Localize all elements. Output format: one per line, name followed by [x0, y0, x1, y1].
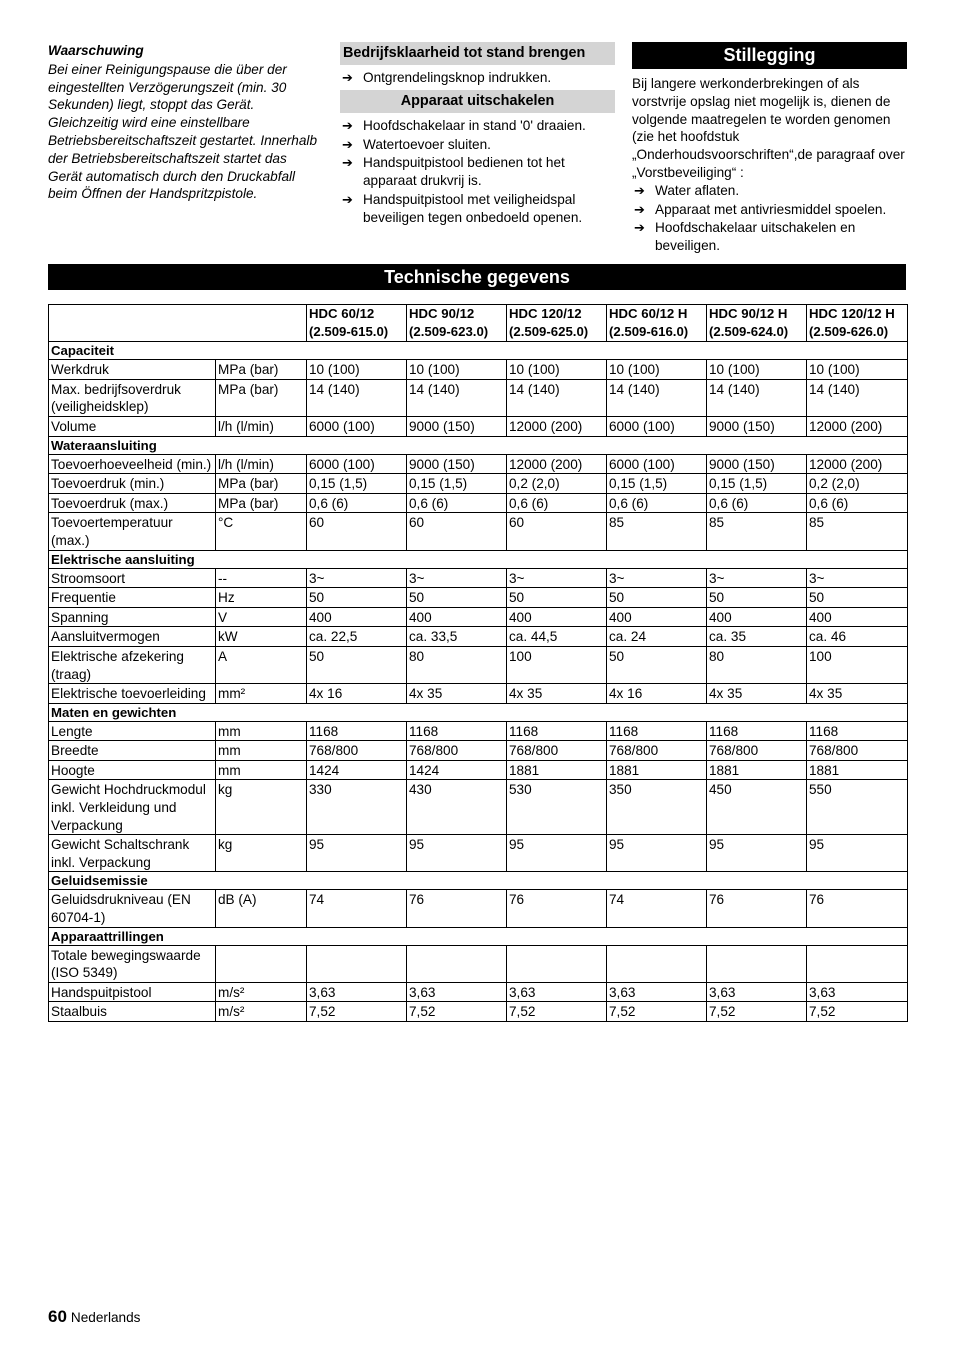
table-row	[49, 780, 908, 835]
value-cell: 10 (100)	[307, 360, 407, 380]
value-cell: 1168	[507, 721, 607, 741]
value-cell: 3,63	[607, 982, 707, 1002]
table-row	[49, 493, 908, 513]
row-unit: MPa (bar)	[216, 379, 307, 416]
value-cell: 10 (100)	[807, 360, 908, 380]
value-cell: 14 (140)	[807, 379, 908, 416]
value-cell: 74	[307, 890, 407, 927]
row-label: Toevoerdruk (max.)	[49, 493, 216, 513]
value-cell	[307, 945, 407, 982]
value-cell: 6000 (100)	[307, 416, 407, 436]
arrow-right-icon: ➔	[634, 201, 645, 217]
value-cell: 14 (140)	[507, 379, 607, 416]
row-label: Totale bewegingswaarde (ISO 5349)	[49, 945, 216, 982]
model-code: (2.509-615.0)	[309, 323, 389, 339]
value-cell: 0,2 (2,0)	[807, 474, 908, 494]
row-label: Frequentie	[49, 588, 216, 608]
value-cell: 0,15 (1,5)	[607, 474, 707, 494]
value-cell: 74	[607, 890, 707, 927]
row-unit: A	[216, 646, 307, 683]
model-code: (2.509-616.0)	[609, 323, 689, 339]
step-text: Handspuitpistool met veiligheidspal beveiligen tegen onbedoeld openen.	[363, 191, 583, 225]
value-cell: 430	[407, 780, 507, 835]
row-unit: kg	[216, 835, 307, 872]
table-header-row	[49, 305, 908, 342]
model-name: HDC 120/12 H	[809, 306, 895, 321]
row-unit: mm	[216, 760, 307, 780]
table-row	[49, 741, 908, 761]
shutdown-step	[632, 182, 907, 200]
value-cell: 6000 (100)	[307, 454, 407, 474]
model-code: (2.509-626.0)	[809, 323, 889, 339]
value-cell: 50	[607, 588, 707, 608]
value-cell: 50	[607, 646, 707, 683]
value-cell: 85	[707, 513, 807, 550]
arrow-right-icon: ➔	[342, 70, 353, 85]
value-cell: 768/800	[707, 741, 807, 761]
value-cell: 9000 (150)	[707, 416, 807, 436]
value-cell: 350	[607, 780, 707, 835]
row-unit: °C	[216, 513, 307, 550]
technical-data-table	[48, 304, 908, 1022]
value-cell: 76	[807, 890, 908, 927]
table-section-row	[49, 436, 908, 454]
section-title: Apparaattrillingen	[49, 927, 908, 945]
row-label: Volume	[49, 416, 216, 436]
value-cell: 0,2 (2,0)	[507, 474, 607, 494]
value-cell: 0,6 (6)	[407, 493, 507, 513]
value-cell: 0,15 (1,5)	[407, 474, 507, 494]
page-number: 60	[48, 1307, 67, 1326]
value-cell: 50	[707, 588, 807, 608]
row-label: Toevoerhoeveelheid (min.)	[49, 454, 216, 474]
table-section-row	[49, 872, 908, 890]
value-cell: 768/800	[607, 741, 707, 761]
model-name: HDC 60/12 H	[609, 306, 688, 321]
row-unit: m/s²	[216, 982, 307, 1002]
row-label: Gewicht Hochdruckmodul inkl. Verkleidung und Verpackung	[49, 780, 216, 835]
row-unit: l/h (l/min)	[216, 416, 307, 436]
step-text: Hoofdschakelaar in stand '0' draaien.	[363, 117, 586, 133]
value-cell: 0,6 (6)	[507, 493, 607, 513]
warning-title: Waarschuwing	[48, 43, 144, 58]
value-cell: ca. 33,5	[407, 627, 507, 647]
value-cell: 9000 (150)	[407, 416, 507, 436]
row-unit: MPa (bar)	[216, 474, 307, 494]
value-cell: ca. 44,5	[507, 627, 607, 647]
value-cell: 6000 (100)	[607, 454, 707, 474]
table-row	[49, 513, 908, 550]
value-cell: 4x 35	[407, 684, 507, 704]
model-name: HDC 90/12	[409, 306, 475, 321]
value-cell: 3~	[707, 568, 807, 588]
value-cell: 4x 16	[307, 684, 407, 704]
ready-step	[340, 69, 615, 87]
value-cell: 50	[307, 646, 407, 683]
section-title: Geluidsemissie	[49, 872, 908, 890]
row-label: Geluidsdrukniveau (EN 60704-1)	[49, 890, 216, 927]
step-text: Handspuitpistool bedienen tot het apparaat drukvrij is.	[363, 155, 565, 189]
value-cell: 95	[507, 835, 607, 872]
step-text: Water aflaten.	[655, 182, 740, 198]
row-label: Spanning	[49, 607, 216, 627]
value-cell: 12000 (200)	[807, 454, 908, 474]
row-unit: kW	[216, 627, 307, 647]
value-cell: 400	[707, 607, 807, 627]
model-code: (2.509-624.0)	[709, 323, 789, 339]
value-cell: 60	[407, 513, 507, 550]
row-unit: MPa (bar)	[216, 360, 307, 380]
value-cell	[507, 945, 607, 982]
warning-column	[48, 42, 320, 203]
value-cell	[807, 945, 908, 982]
arrow-right-icon: ➔	[634, 182, 645, 198]
row-label: Max. bedrijfsoverdruk (veiligheidsklep)	[49, 379, 216, 416]
table-row	[49, 454, 908, 474]
value-cell: 10 (100)	[607, 360, 707, 380]
table-section-row	[49, 342, 908, 360]
value-cell: 1168	[607, 721, 707, 741]
value-cell: 400	[607, 607, 707, 627]
table-row	[49, 588, 908, 608]
row-unit: MPa (bar)	[216, 493, 307, 513]
value-cell: 3,63	[307, 982, 407, 1002]
value-cell: 3~	[307, 568, 407, 588]
table-row	[49, 416, 908, 436]
value-cell: 3,63	[807, 982, 908, 1002]
table-section-row	[49, 550, 908, 568]
row-unit	[216, 945, 307, 982]
row-label: Lengte	[49, 721, 216, 741]
row-unit: Hz	[216, 588, 307, 608]
model-name: HDC 120/12	[509, 306, 582, 321]
row-unit: mm²	[216, 684, 307, 704]
row-label: Toevoertemperatuur (max.)	[49, 513, 216, 550]
model-code: (2.509-625.0)	[509, 323, 589, 339]
row-unit: dB (A)	[216, 890, 307, 927]
value-cell: ca. 24	[607, 627, 707, 647]
table-row	[49, 945, 908, 982]
table-row	[49, 646, 908, 683]
value-cell: 400	[507, 607, 607, 627]
table-row	[49, 1002, 908, 1022]
row-unit: V	[216, 607, 307, 627]
value-cell: 4x 35	[707, 684, 807, 704]
value-cell: 1168	[407, 721, 507, 741]
value-cell: 6000 (100)	[607, 416, 707, 436]
value-cell: 1881	[607, 760, 707, 780]
operation-column	[340, 42, 615, 228]
value-cell: 400	[307, 607, 407, 627]
value-cell: 7,52	[307, 1002, 407, 1022]
table-row	[49, 760, 908, 780]
table-row	[49, 627, 908, 647]
value-cell: 1424	[407, 760, 507, 780]
value-cell: 1424	[307, 760, 407, 780]
value-cell: 50	[407, 588, 507, 608]
value-cell: 14 (140)	[707, 379, 807, 416]
row-unit: mm	[216, 721, 307, 741]
switch-off-steps-list	[340, 117, 615, 227]
value-cell: 768/800	[407, 741, 507, 761]
step-text: Watertoevoer sluiten.	[363, 136, 491, 152]
value-cell: 7,52	[607, 1002, 707, 1022]
row-unit: m/s²	[216, 1002, 307, 1022]
value-cell: 3,63	[407, 982, 507, 1002]
section-heading-switch-off: Apparaat uitschakelen	[340, 90, 615, 113]
value-cell: 100	[507, 646, 607, 683]
step-text: Ontgrendelingsknop indrukken.	[363, 70, 552, 85]
value-cell: 85	[807, 513, 908, 550]
switch-off-step	[340, 191, 615, 227]
header-blank-cell	[49, 305, 307, 342]
table-row	[49, 607, 908, 627]
value-cell: 1881	[807, 760, 908, 780]
switch-off-step	[340, 117, 615, 135]
section-title: Elektrische aansluiting	[49, 550, 908, 568]
value-cell: 3~	[507, 568, 607, 588]
value-cell: ca. 46	[807, 627, 908, 647]
value-cell: 768/800	[507, 741, 607, 761]
value-cell: 95	[607, 835, 707, 872]
table-row	[49, 568, 908, 588]
row-label: Stroomsoort	[49, 568, 216, 588]
value-cell: 3~	[407, 568, 507, 588]
value-cell: 60	[307, 513, 407, 550]
value-cell: 100	[807, 646, 908, 683]
row-label: Aansluitvermogen	[49, 627, 216, 647]
row-label: Elektrische afzekering (traag)	[49, 646, 216, 683]
value-cell: 14 (140)	[607, 379, 707, 416]
value-cell: 3,63	[507, 982, 607, 1002]
value-cell: 4x 16	[607, 684, 707, 704]
value-cell: 400	[807, 607, 908, 627]
value-cell: 400	[407, 607, 507, 627]
model-code: (2.509-623.0)	[409, 323, 489, 339]
step-text: Hoofdschakelaar uitschakelen en beveiligen.	[655, 220, 856, 254]
arrow-right-icon: ➔	[634, 220, 645, 236]
page-footer	[48, 1307, 140, 1327]
table-row	[49, 721, 908, 741]
value-cell: 10 (100)	[407, 360, 507, 380]
value-cell: 9000 (150)	[407, 454, 507, 474]
value-cell: 12000 (200)	[807, 416, 908, 436]
value-cell: 76	[507, 890, 607, 927]
value-cell: 14 (140)	[407, 379, 507, 416]
model-header-cell	[707, 305, 807, 342]
value-cell: 450	[707, 780, 807, 835]
value-cell: 80	[707, 646, 807, 683]
value-cell: 330	[307, 780, 407, 835]
model-header-cell	[307, 305, 407, 342]
value-cell: 80	[407, 646, 507, 683]
value-cell: 3,63	[707, 982, 807, 1002]
value-cell: 10 (100)	[507, 360, 607, 380]
table-row	[49, 835, 908, 872]
table-section-row	[49, 703, 908, 721]
row-label: Staalbuis	[49, 1002, 216, 1022]
shutdown-step	[632, 201, 907, 219]
value-cell: 0,15 (1,5)	[307, 474, 407, 494]
arrow-right-icon: ➔	[342, 155, 353, 171]
value-cell: ca. 22,5	[307, 627, 407, 647]
row-unit: --	[216, 568, 307, 588]
value-cell: 85	[607, 513, 707, 550]
model-header-cell	[507, 305, 607, 342]
row-label: Gewicht Schaltschrank inkl. Verpackung	[49, 835, 216, 872]
value-cell: ca. 35	[707, 627, 807, 647]
warning-text: Bei einer Reinigungspause die über der eingestellten Verzögerungszeit (min. 30 Sekunden) liegt, stoppt das Gerät. Gleichzeitig wird eine einstellbare Betriebsbereitschaftszeit gestartet. Innerhalb der Betriebsbereitschaftszeit startet das Gerät automatisch durch den Druckabfall beim Öffnen der Handspritzpistole.	[48, 61, 318, 202]
value-cell: 7,52	[807, 1002, 908, 1022]
row-label: Elektrische toevoerleiding	[49, 684, 216, 704]
value-cell	[707, 945, 807, 982]
value-cell: 14 (140)	[307, 379, 407, 416]
value-cell: 50	[507, 588, 607, 608]
value-cell: 4x 35	[807, 684, 908, 704]
switch-off-step	[340, 136, 615, 154]
section-title: Maten en gewichten	[49, 703, 908, 721]
section-title: Wateraansluiting	[49, 436, 908, 454]
arrow-right-icon: ➔	[342, 191, 353, 207]
value-cell: 95	[407, 835, 507, 872]
shutdown-step	[632, 219, 907, 255]
value-cell: 95	[307, 835, 407, 872]
value-cell: 12000 (200)	[507, 416, 607, 436]
arrow-right-icon: ➔	[342, 136, 353, 152]
value-cell: 0,15 (1,5)	[707, 474, 807, 494]
footer-language: Nederlands	[70, 1310, 141, 1325]
shutdown-steps-list	[632, 182, 907, 255]
value-cell: 3~	[607, 568, 707, 588]
section-heading-stillegging: Stillegging	[632, 42, 907, 69]
table-section-row	[49, 927, 908, 945]
value-cell: 0,6 (6)	[607, 493, 707, 513]
value-cell: 95	[807, 835, 908, 872]
model-header-cell	[407, 305, 507, 342]
value-cell: 1168	[807, 721, 908, 741]
value-cell	[407, 945, 507, 982]
shutdown-column	[632, 42, 907, 256]
row-label: Breedte	[49, 741, 216, 761]
value-cell: 9000 (150)	[707, 454, 807, 474]
value-cell: 1881	[707, 760, 807, 780]
section-title: Capaciteit	[49, 342, 908, 360]
value-cell	[607, 945, 707, 982]
value-cell: 0,6 (6)	[707, 493, 807, 513]
value-cell: 76	[407, 890, 507, 927]
arrow-right-icon: ➔	[342, 117, 353, 133]
value-cell: 4x 35	[507, 684, 607, 704]
value-cell: 530	[507, 780, 607, 835]
row-unit: mm	[216, 741, 307, 761]
table-row	[49, 890, 908, 927]
value-cell: 12000 (200)	[507, 454, 607, 474]
value-cell: 10 (100)	[707, 360, 807, 380]
table-row	[49, 982, 908, 1002]
value-cell: 0,6 (6)	[307, 493, 407, 513]
value-cell: 3~	[807, 568, 908, 588]
value-cell: 7,52	[707, 1002, 807, 1022]
value-cell: 7,52	[507, 1002, 607, 1022]
value-cell: 50	[807, 588, 908, 608]
model-name: HDC 60/12	[309, 306, 375, 321]
value-cell: 7,52	[407, 1002, 507, 1022]
row-unit: l/h (l/min)	[216, 454, 307, 474]
table-row	[49, 379, 908, 416]
value-cell: 768/800	[307, 741, 407, 761]
row-label: Handspuitpistool	[49, 982, 216, 1002]
table-row	[49, 474, 908, 494]
step-text: Apparaat met antivriesmiddel spoelen.	[655, 201, 887, 217]
value-cell: 76	[707, 890, 807, 927]
table-row	[49, 360, 908, 380]
row-unit: kg	[216, 780, 307, 835]
table-row	[49, 684, 908, 704]
value-cell: 1168	[307, 721, 407, 741]
value-cell: 768/800	[807, 741, 908, 761]
value-cell: 0,6 (6)	[807, 493, 908, 513]
value-cell: 50	[307, 588, 407, 608]
value-cell: 1881	[507, 760, 607, 780]
value-cell: 95	[707, 835, 807, 872]
model-name: HDC 90/12 H	[709, 306, 788, 321]
model-header-cell	[807, 305, 908, 342]
row-label: Werkdruk	[49, 360, 216, 380]
row-label: Hoogte	[49, 760, 216, 780]
row-label: Toevoerdruk (min.)	[49, 474, 216, 494]
model-header-cell	[607, 305, 707, 342]
section-heading-ready: Bedrijfsklaarheid tot stand brengen	[340, 42, 615, 65]
value-cell: 550	[807, 780, 908, 835]
shutdown-intro: Bij langere werkonderbrekingen of als vorstvrije opslag niet mogelijk is, dienen de volgende maatregelen te worden genomen (zie het hoofdstuk „Onderhoudsvoorschriften“,de paragraaf over „Vorstbeveiliging“ :	[632, 76, 905, 180]
switch-off-step	[340, 154, 615, 190]
technical-data-title: Technische gegevens	[48, 264, 906, 290]
value-cell: 60	[507, 513, 607, 550]
value-cell: 1168	[707, 721, 807, 741]
ready-steps-list	[340, 69, 615, 87]
